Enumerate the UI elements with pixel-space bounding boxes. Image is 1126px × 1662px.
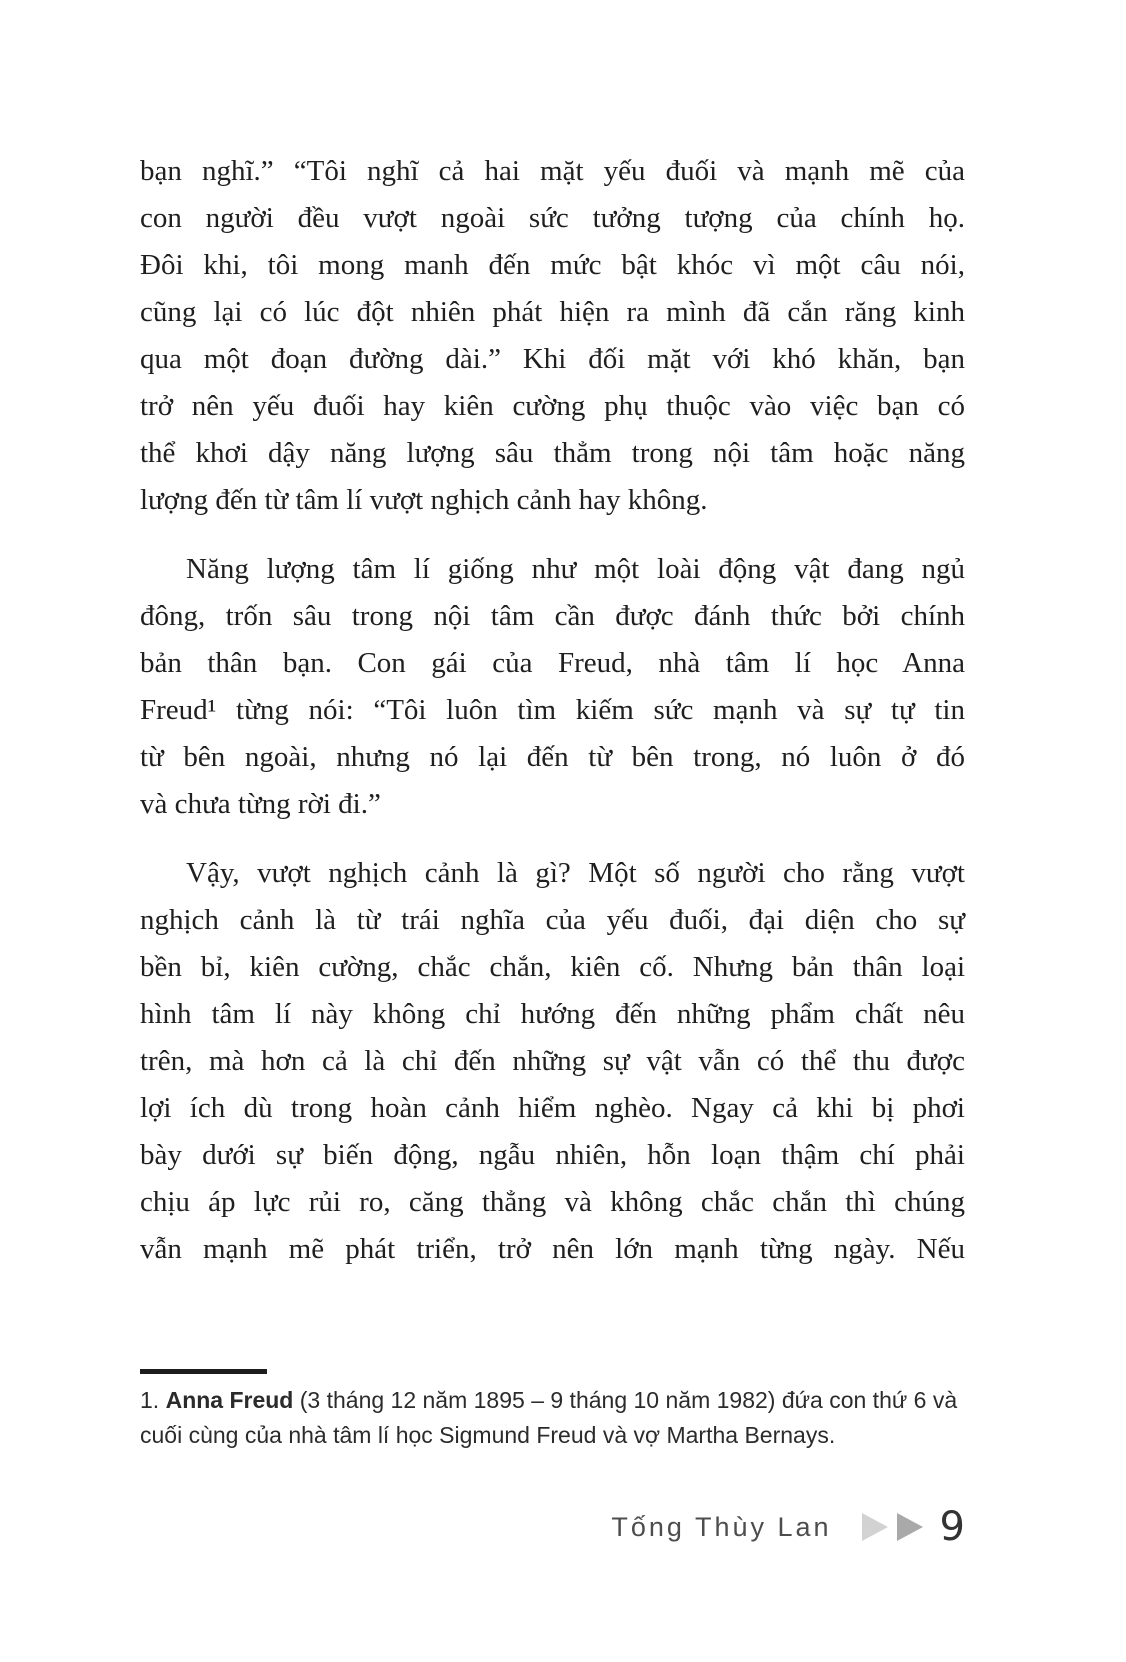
text-line: và chưa từng rời đi.” [140,788,381,820]
paragraph [140,148,965,524]
text-line: bản thân bạn. Con gái của Freud, nhà tâm lí học Anna [140,647,965,679]
author-name: Tống Thùy Lan [611,1511,832,1542]
text-line: Vậy, vượt nghịch cảnh là gì? Một số người cho rằng vượt [186,857,965,889]
text-line: vẫn mạnh mẽ phát triển, trở nên lớn mạnh từng ngày. Nếu [140,1233,965,1265]
text-line: lượng đến từ tâm lí vượt nghịch cảnh hay không. [140,484,708,516]
text-line: Năng lượng tâm lí giống như một loài động vật đang ngủ [186,553,965,585]
footnote-text: (3 tháng 12 năm 1895 – 9 tháng 10 năm 1982) đứa con thứ 6 và [299,1387,958,1413]
paragraph [140,546,965,828]
text-line: thể khơi dậy năng lượng sâu thẳm trong nội tâm hoặc năng [140,437,965,469]
footnote-marker: 1. [140,1387,160,1413]
text-line: Đôi khi, tôi mong manh đến mức bật khóc vì một câu nói, [140,249,965,281]
text-line: chịu áp lực rủi ro, căng thẳng và không chắc chắn thì chúng [140,1186,965,1218]
text-line: con người đều vượt ngoài sức tưởng tượng của chính họ. [140,202,965,234]
text-line: trên, mà hơn cả là chỉ đến những sự vật vẫn có thể thu được [140,1045,965,1077]
text-line: bền bỉ, kiên cường, chắc chắn, kiên cố. Nhưng bản thân loại [140,951,965,983]
text-line: bạn nghĩ.” “Tôi nghĩ cả hai mặt yếu đuối và mạnh mẽ của [140,155,965,187]
text-line: nghịch cảnh là từ trái nghĩa của yếu đuối, đại diện cho sự [140,904,965,936]
text-line: qua một đoạn đường dài.” Khi đối mặt với khó khăn, bạn [140,343,965,375]
text-line: hình tâm lí này không chỉ hướng đến những phẩm chất nêu [140,998,965,1030]
footnote-line: cuối cùng của nhà tâm lí học Sigmund Freud và vợ Martha Bernays. [140,1422,836,1448]
text-line: lợi ích dù trong hoàn cảnh hiểm nghèo. Ngay cả khi bị phơi [140,1092,965,1124]
text-line: Freud¹ từng nói: “Tôi luôn tìm kiếm sức mạnh và sự tự tin [140,694,965,726]
text-line: đông, trốn sâu trong nội tâm cần được đánh thức bởi chính [140,600,965,632]
paragraph [140,850,965,1273]
text-line: từ bên ngoài, nhưng nó lại đến từ bên trong, nó luôn ở đó [140,741,965,773]
triangle-right-icon [897,1513,923,1541]
text-line: bày dưới sự biến động, ngẫu nhiên, hỗn loạn thậm chí phải [140,1139,965,1171]
page-number: 9 [939,1504,965,1550]
footnote-person-name: Anna Freud [165,1387,294,1413]
text-line: cũng lại có lúc đột nhiên phát hiện ra mình đã cắn răng kinh [140,296,965,328]
page-footer [611,1504,965,1550]
footnote-line [140,1383,965,1418]
text-line: trở nên yếu đuối hay kiên cường phụ thuộc vào việc bạn có [140,390,965,422]
footnote-separator [140,1369,267,1374]
footnote [140,1383,965,1453]
triangle-right-icon [862,1513,888,1541]
